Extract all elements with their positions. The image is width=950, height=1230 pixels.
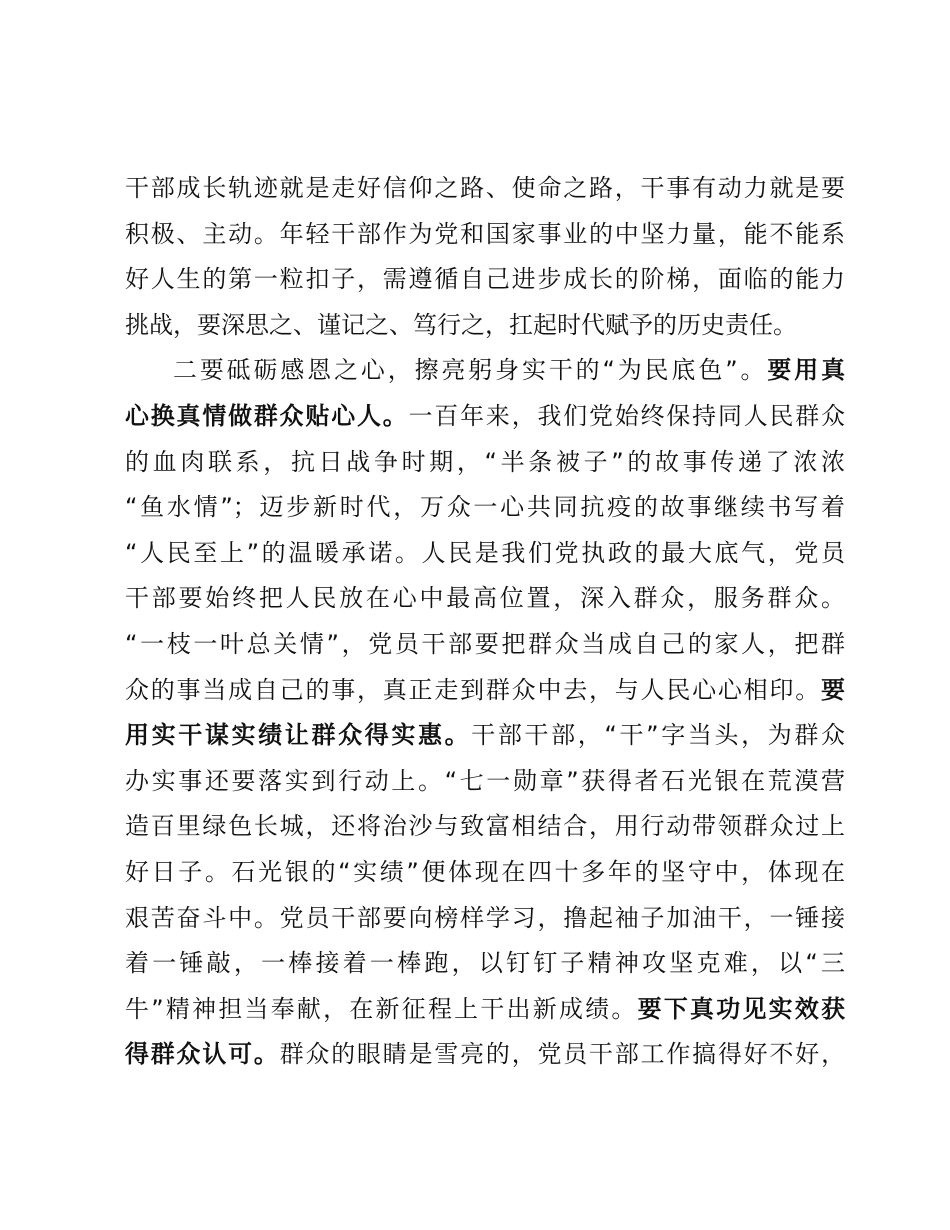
text-line [125,485,845,531]
text-run: 着一锤敲，一棒接着一棒跑，以钉钉子精神攻坚克难，以“三 [125,949,845,978]
bold-text-run: 要下真功见实效获 [637,994,845,1023]
text-run: 干部要始终把人民放在心中最高位置，深入群众，服务群众。 [125,584,845,613]
bold-text-run: 用实干谋实绩让群众得实惠。 [125,721,472,750]
text-run: 办实事还要落实到行动上。“七一勋章”获得者石光银在荒漠营 [125,766,845,795]
text-run: 艰苦奋斗中。党员干部要向榜样学习，撸起袖子加油干，一锤接 [125,903,845,932]
body-text [125,166,845,1078]
text-run: 干部干部，“干”字当头，为群众 [471,721,845,750]
text-line [125,394,845,440]
text-line [125,850,845,896]
text-run: 好日子。石光银的“实绩”便体现在四十多年的坚守中，体现在 [125,857,845,886]
text-line [125,257,845,303]
bold-text-run: 要 [821,675,845,704]
text-line [125,896,845,942]
text-line [125,212,845,258]
text-line [125,622,845,668]
text-run: 干部成长轨迹就是走好信仰之路、使命之路，干事有动力就是要 [125,174,845,202]
text-run: 好人生的第一粒扣子，需遵循自己进步成长的阶梯，面临的能力 [125,265,845,294]
text-run: 挑战，要深思之、谨记之、笃行之，扛起时代赋予的历史责任。 [125,310,797,339]
text-line [125,713,845,759]
text-run: 的血肉联系，抗日战争时期，“半条被子”的故事传递了浓浓 [125,447,845,476]
text-line [125,804,845,850]
bold-text-run: 得群众认可。 [125,1040,280,1069]
text-run: “一枝一叶总关情”，党员干部要把群众当成自己的家人，把群 [125,629,845,658]
text-run: “人民至上”的温暖承诺。人民是我们党执政的最大底气，党员 [125,538,845,567]
text-line [125,531,845,577]
text-line [125,166,845,212]
text-line [125,987,845,1033]
text-run: 牛”精神担当奉献，在新征程上干出新成绩。 [125,994,638,1023]
text-run: 众的事当成自己的事，真正走到群众中去，与人民心心相印。 [125,675,821,704]
text-line [125,941,845,987]
bold-text-run: 要用真 [767,356,845,385]
text-line [125,759,845,805]
text-run: “鱼水情”；迈步新时代，万众一心共同抗疫的故事继续书写着 [125,493,845,522]
paragraph-start-line [125,348,845,394]
text-run: 群众的眼睛是雪亮的，党员干部工作搞得好不好， [279,1040,845,1069]
bold-text-run: 心换真情做群众贴心人。 [125,401,409,430]
text-line [125,440,845,486]
text-run: 积极、主动。年轻干部作为党和国家事业的中坚力量，能不能系 [125,219,845,248]
text-run: 造百里绿色长城，还将治沙与致富相结合，用行动带领群众过上 [125,812,845,841]
text-line [125,303,845,349]
text-line [125,668,845,714]
text-line [125,1032,845,1078]
text-line [125,576,845,622]
text-run: 二要砥砺感恩之心，擦亮躬身实干的“为民底色”。 [173,356,768,385]
text-run: 一百年来，我们党始终保持同人民群众 [408,401,845,430]
